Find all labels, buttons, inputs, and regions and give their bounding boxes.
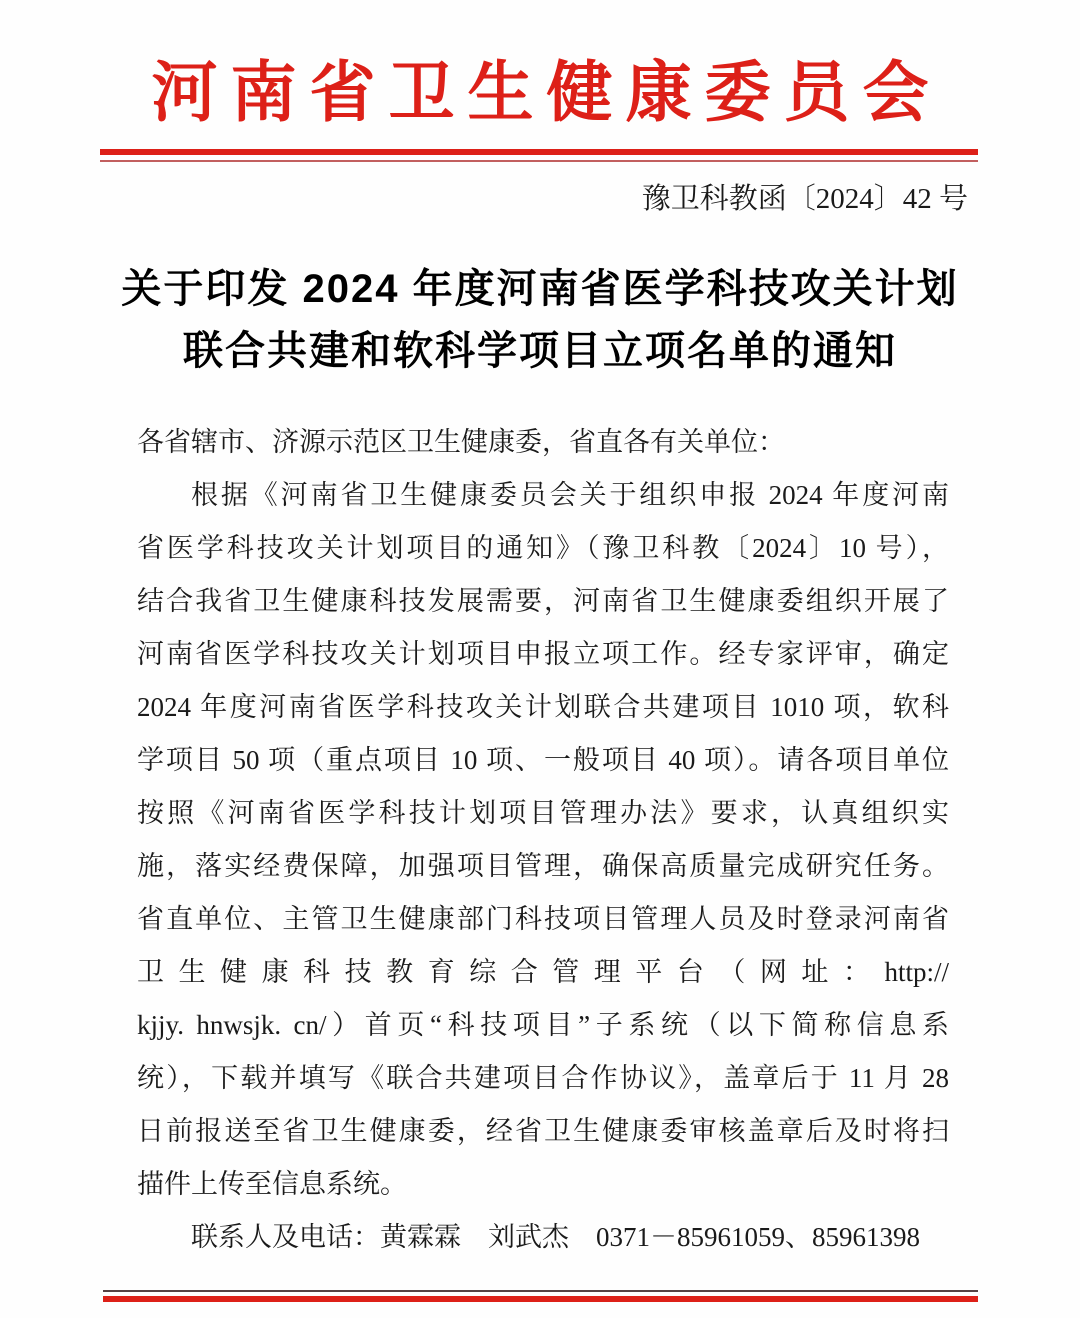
body-line: 省医学科技攻关计划项目的通知》（豫卫科教〔2024〕10 号）， [137, 533, 949, 563]
body-line: 结合我省卫生健康科技发展需要，河南省卫生健康委组织开展了 [137, 586, 949, 616]
body-line: 日前报送至省卫生健康委，经省卫生健康委审核盖章后及时将扫 [137, 1116, 949, 1146]
body-line: 根据《河南省卫生健康委员会关于组织申报 2024 年度河南 [191, 480, 949, 510]
salutation-line: 各省辖市、济源示范区卫生健康委，省直各有关单位： [137, 427, 785, 457]
notice-title-line2: 联合共建和软科学项目立项名单的通知 [183, 329, 897, 373]
contact-line: 联系人及电话：黄霖霖 刘武杰 0371－85961059、85961398 [191, 1222, 920, 1252]
body-line: 统），下载并填写《联合共建项目合作协议》，盖章后于 11 月 28 [137, 1063, 949, 1093]
body-line: 卫生健康科技教育综合管理平台（网址：http:// [137, 957, 949, 987]
body-line: 2024 年度河南省医学科技攻关计划联合共建项目 1010 项，软科 [137, 692, 949, 722]
body-line: 按照《河南省医学科技计划项目管理办法》要求，认真组织实 [137, 798, 949, 828]
agency-name: 河南省卫生健康委员会 [151, 57, 942, 130]
body-line: 施，落实经费保障，加强项目管理，确保高质量完成研究任务。 [137, 851, 949, 881]
body-line: kjjy. hnwsjk. cn/）首页“科技项目”子系统（以下简称信息系 [137, 1010, 949, 1040]
footer-rule-thick [103, 1296, 978, 1302]
doc-number: 豫卫科教函〔2024〕42 号 [641, 183, 968, 215]
notice-title [0, 258, 1080, 382]
body-line: 省直单位、主管卫生健康部门科技项目管理人员及时登录河南省 [137, 904, 949, 934]
body-line: 学项目 50 项（重点项目 10 项、一般项目 40 项）。请各项目单位 [137, 745, 949, 775]
header-rule-thick [100, 149, 978, 155]
notice-body [137, 416, 949, 1264]
notice-title-line1: 关于印发 2024 年度河南省医学科技攻关计划 [121, 267, 959, 311]
footer-rule-thin [103, 1290, 978, 1292]
header-rule-thin [100, 160, 978, 162]
body-line: 河南省医学科技攻关计划项目申报立项工作。经专家评审，确定 [137, 639, 949, 669]
body-line: 描件上传至信息系统。 [137, 1169, 407, 1199]
